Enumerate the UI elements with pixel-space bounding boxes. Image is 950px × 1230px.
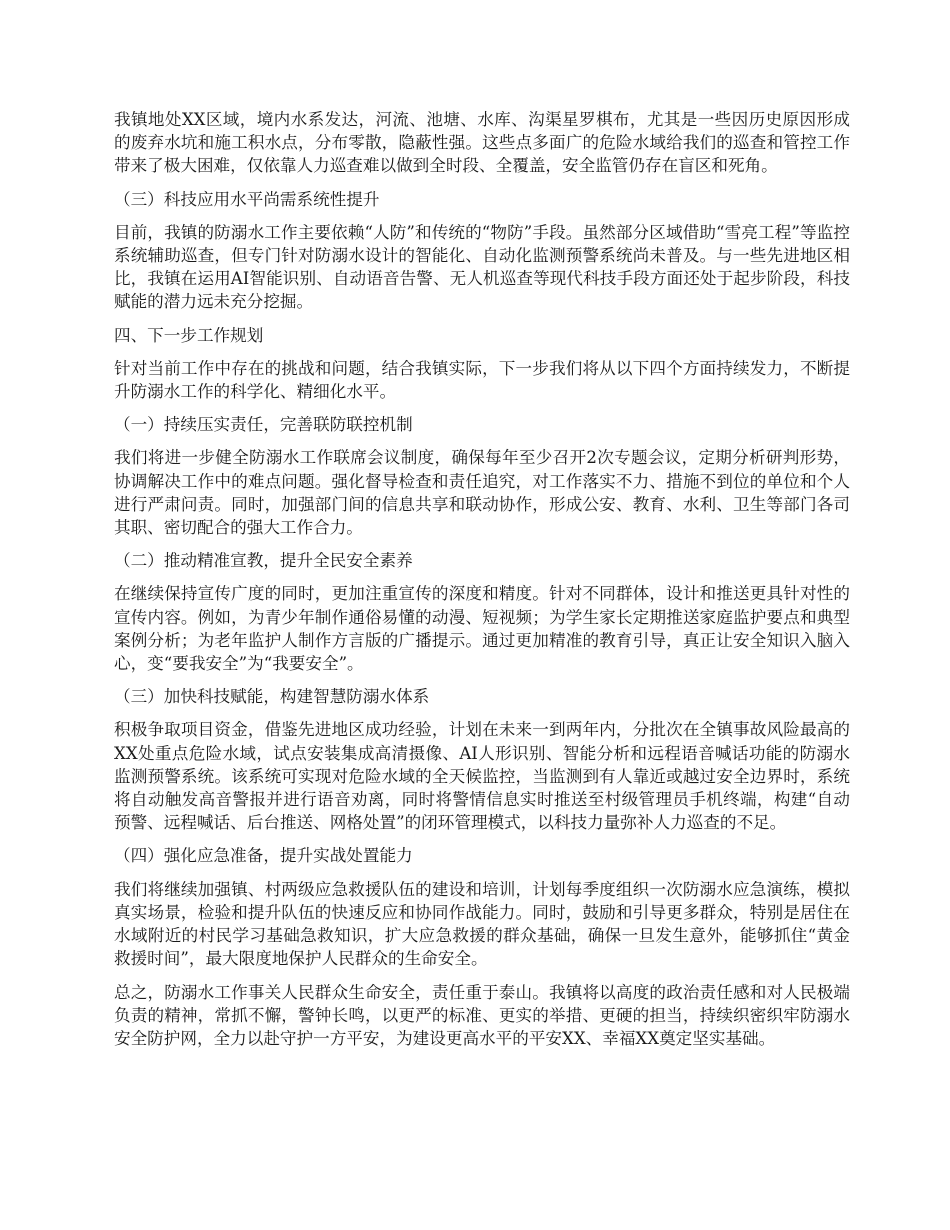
document-body [114, 108, 850, 1060]
paragraph-emergency: 我们将继续加强镇、村两级应急救援队伍的建设和培训，计划每季度组织一次防溺水应急演练，模拟真实场景，检验和提升队伍的快速反应和协同作战能力。同时，鼓励和引导更多群众，特别是居住在水域附近的村民学习基础急救知识，扩大应急救援的群众基础，确保一旦发生意外，能够抓住“黄金救援时间”，最大限度地保护人民群众的生命安全。 [114, 879, 850, 969]
section-heading-responsibility: （一）持续压实责任，完善联防联控机制 [114, 415, 413, 435]
section-heading-education: （二）推动精准宣教，提升全民安全素养 [114, 551, 413, 571]
paragraph-education: 在继续保持宣传广度的同时，更加注重宣传的深度和精度。针对不同群体，设计和推送更具针对性的宣传内容。例如，为青少年制作通俗易懂的动漫、短视频；为学生家长定期推送家庭监护要点和典型案例分析；为老年监护人制作方言版的广播提示。通过更加精准的教育引导，真正让安全知识入脑入心，变“要我安全”为“我要安全”。 [114, 584, 850, 674]
paragraph-tech-status: 目前，我镇的防溺水工作主要依赖“人防”和传统的“物防”手段。虽然部分区域借助“雪亮工程”等监控系统辅助巡查，但专门针对防溺水设计的智能化、自动化监测预警系统尚未普及。与一些先进地区相比，我镇在运用AI智能识别、自动语音告警、无人机巡查等现代科技手段方面还处于起步阶段，科技赋能的潜力远未充分挖掘。 [114, 222, 850, 312]
paragraph-water-hazards: 我镇地处XX区域，境内水系发达，河流、池塘、水库、沟渠星罗棋布，尤其是一些因历史原因形成的废弃水坑和施工积水点，分布零散，隐蔽性强。这些点多面广的危险水域给我们的巡查和管控工作带来了极大困难，仅依靠人力巡查难以做到全时段、全覆盖，安全监管仍存在盲区和死角。 [114, 110, 850, 176]
paragraph-conclusion: 总之，防溺水工作事关人民群众生命安全，责任重于泰山。我镇将以高度的政治责任感和对人民极端负责的精神，常抓不懈，警钟长鸣，以更严的标准、更实的举措、更硬的担当，持续织密织牢防溺水安全防护网，全力以赴守护一方平安，为建设更高水平的平安XX、幸福XX奠定坚实基础。 [114, 982, 850, 1048]
section-heading-tech-level: （三）科技应用水平尚需系统性提升 [114, 189, 380, 209]
section-heading-smart-system: （三）加快科技赋能，构建智慧防溺水体系 [114, 687, 430, 707]
section-heading-emergency: （四）强化应急准备，提升实战处置能力 [114, 846, 413, 866]
paragraph-responsibility: 我们将进一步健全防溺水工作联席会议制度，确保每年至少召开2次专题会议，定期分析研判形势，协调解决工作中的难点问题。强化督导检查和责任追究，对工作落实不力、措施不到位的单位和个人进行严肃问责。同时，加强部门间的信息共享和联动协作，形成公安、教育、水利、卫生等部门各司其职、密切配合的强大工作合力。 [114, 448, 850, 538]
paragraph-next-steps-intro: 针对当前工作中存在的挑战和问题，结合我镇实际，下一步我们将从以下四个方面持续发力，不断提升防溺水工作的科学化、精细化水平。 [114, 358, 850, 402]
section-heading-next-steps: 四、下一步工作规划 [114, 325, 264, 345]
paragraph-smart-system: 积极争取项目资金，借鉴先进地区成功经验，计划在未来一到两年内，分批次在全镇事故风险最高的XX处重点危险水域，试点安装集成高清摄像、AI人形识别、智能分析和远程语音喊话功能的防溺水监测预警系统。该系统可实现对危险水域的全天候监控，当监测到有人靠近或越过安全边界时，系统将自动触发高音警报并进行语音劝离，同时将警情信息实时推送至村级管理员手机终端，构建“自动预警、远程喊话、后台推送、网格处置”的闭环管理模式，以科技力量弥补人力巡查的不足。 [114, 720, 850, 833]
